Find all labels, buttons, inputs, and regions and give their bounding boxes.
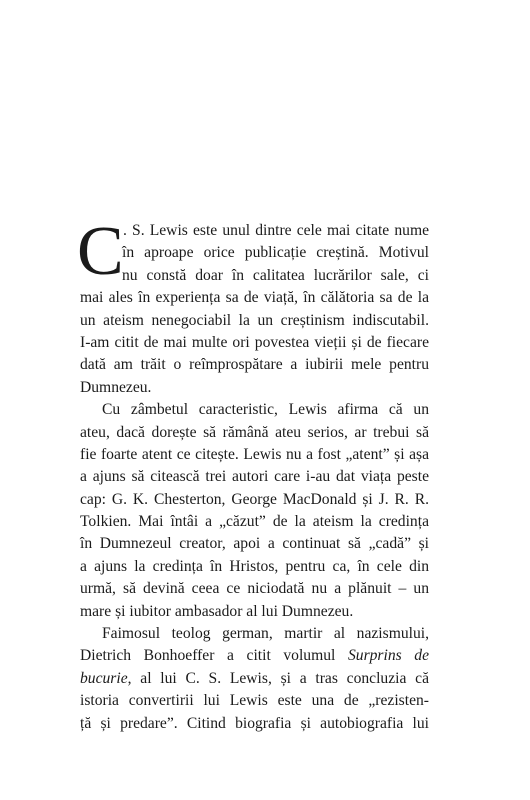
paragraph-line: ță și predare”. Citind biografia și autobiografia lui [80, 714, 429, 732]
paragraph-line: în aproape orice publicație creștină. Motivul [122, 244, 429, 262]
paragraph-line: . S. Lewis este unul dintre cele mai citate nume [123, 222, 429, 239]
paragraph-1 [80, 220, 429, 399]
paragraph-line: mai ales în experiența sa de viață, în călătoria sa de la [80, 289, 429, 307]
paragraph-line [80, 668, 429, 690]
paragraph-line: a ajuns să citească trei autori care i-au dat viața peste [80, 468, 429, 486]
paragraph-line: fie foarte atent ce citește. Lewis nu a fost „atent” și așa [80, 445, 429, 463]
paragraph-line: Tolkien. Mai întâi a „căzut” de la ateism la credința [80, 513, 429, 531]
drop-cap: C [77, 213, 124, 290]
paragraph-line: nu constă doar în calitatea lucrărilor sale, ci [122, 266, 429, 284]
paragraph-line: Cu zâmbetul caracteristic, Lewis afirma că un [102, 401, 429, 419]
book-title-italic: bucurie [80, 669, 128, 687]
paragraph-line [80, 645, 429, 667]
paragraph-line: cap: G. K. Chesterton, George MacDonald și J. R. R. [80, 490, 429, 508]
paragraph-line: urmă, să devină ceea ce niciodată nu a plănuit – un [80, 580, 429, 598]
paragraph-line: a ajuns la credința în Hristos, pentru ca, în cele din [80, 557, 429, 575]
paragraph-line: istoria convertirii lui Lewis este una de „rezisten- [80, 692, 429, 710]
paragraph-line: I-am citit de mai multe ori povestea vieții și de fiecare [80, 333, 429, 351]
paragraph-3 [80, 623, 429, 735]
paragraph-line: ateu, dacă dorește să rămână ateu serios, ar trebui să [80, 423, 429, 441]
book-title-italic: Surprins de [347, 647, 430, 665]
body-text [77, 213, 430, 735]
text-run: Dietrich Bonhoeffer a citit volumul [80, 647, 348, 665]
paragraph-line: Faimosul teolog german, martir al nazismului, [102, 625, 429, 643]
paragraph-2 [80, 399, 429, 623]
paragraph-line: dată am trăit o reîmprospătare a iubirii mele pentru [80, 356, 429, 374]
paragraph-line: mare și iubitor ambasador al lui Dumnezeu. [80, 602, 354, 620]
paragraph-line: în Dumnezeul creator, apoi a continuat să „cadă” și [80, 535, 429, 553]
paragraph-line: un ateism nenegociabil la un creștinism indiscutabil. [80, 311, 429, 329]
paragraph-line: Dumnezeu. [80, 378, 152, 396]
text-run: , al lui C. S. Lewis, și a tras concluzia că [127, 669, 429, 687]
